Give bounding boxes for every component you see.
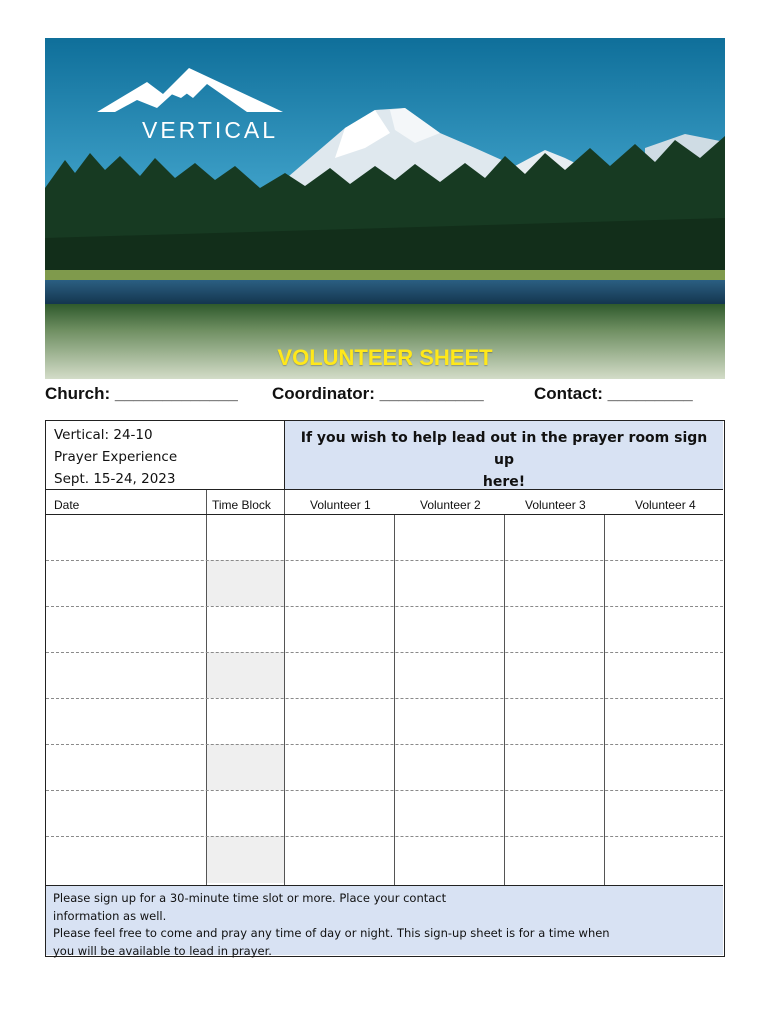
signup-instruction-banner: [285, 421, 723, 490]
time-block-shade: [206, 836, 284, 883]
column-divider: [394, 515, 395, 910]
event-subtitle: Prayer Experience: [54, 449, 178, 465]
coordinator-field[interactable]: Coordinator: ___________: [272, 384, 484, 403]
column-divider: [206, 490, 207, 885]
footer-line-4: you will be available to lead in prayer.: [53, 943, 272, 958]
column-header-volunteer-4: Volunteer 4: [635, 498, 696, 512]
column-header-time-block: Time Block: [212, 498, 271, 512]
event-dates: Sept. 15-24, 2023: [54, 471, 176, 487]
column-divider: [284, 490, 285, 885]
row-divider: [46, 790, 723, 791]
time-block-shade: [206, 744, 284, 790]
row-divider: [46, 652, 723, 653]
logo-wordmark: VERTICAL: [142, 117, 279, 143]
time-block-shade: [206, 652, 284, 698]
row-divider: [46, 698, 723, 699]
column-divider: [604, 515, 605, 910]
footer-notes: [46, 885, 723, 958]
time-block-shade: [206, 560, 284, 606]
page-title: VOLUNTEER SHEET: [277, 345, 493, 370]
column-header-date: Date: [54, 498, 80, 512]
event-name: Vertical: 24-10: [54, 427, 153, 443]
footer-line-2: information as well.: [53, 908, 167, 923]
event-info: [46, 421, 285, 490]
footer-line-1: Please sign up for a 30-minute time slot or more. Place your contact: [53, 891, 447, 905]
signup-table: [45, 420, 725, 957]
row-divider: [46, 560, 723, 561]
column-header-volunteer-2: Volunteer 2: [420, 498, 481, 512]
vertical-logo-icon: [97, 64, 283, 114]
column-divider: [504, 515, 505, 910]
banner-line-1: If you wish to help lead out in the prayer room sign up: [300, 430, 708, 468]
footer-line-3: Please feel free to come and pray any time of day or night. This sign-up sheet is for a time when: [53, 926, 610, 940]
column-header-volunteer-3: Volunteer 3: [525, 498, 586, 512]
row-divider: [46, 836, 723, 837]
contact-field[interactable]: Contact: _________: [534, 384, 693, 403]
row-divider: [46, 744, 723, 745]
column-header-volunteer-1: Volunteer 1: [310, 498, 371, 512]
church-field[interactable]: Church: _____________: [45, 384, 238, 403]
banner-line-2: here!: [482, 474, 526, 490]
header-row-divider: [46, 514, 723, 515]
row-divider: [46, 606, 723, 607]
